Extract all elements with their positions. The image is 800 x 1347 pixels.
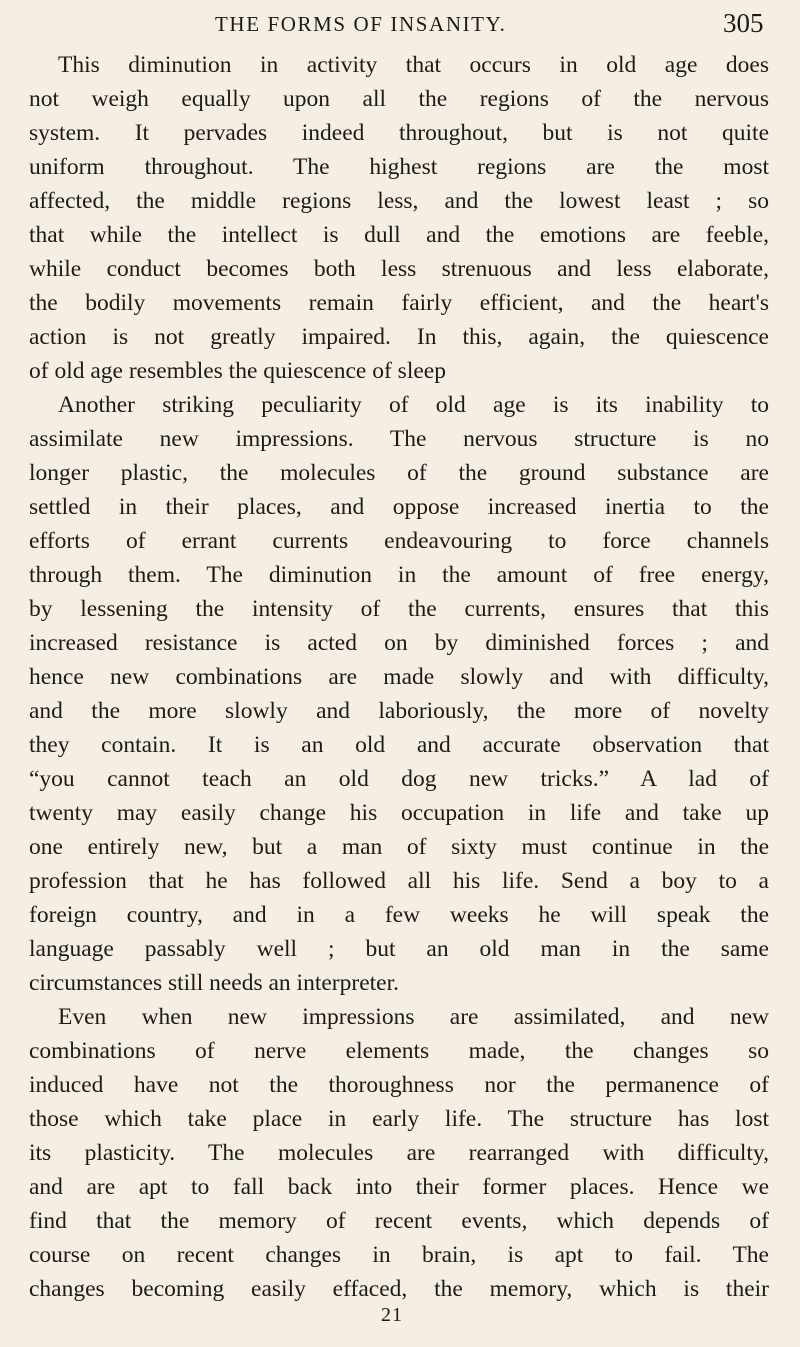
text-line: longer plastic, the molecules of the ground substance are [29,460,769,486]
text-line: that while the intellect is dull and the emotions are feeble, [29,222,769,248]
text-line: uniform throughout. The highest regions are the most [29,154,769,180]
page-number: 305 [723,8,764,38]
paragraph-3 [29,1000,769,1306]
text-line: induced have not the thoroughness nor the permanence of [29,1072,769,1098]
text-line: twenty may easily change his occupation in life and take up [29,800,769,826]
text-line: Even when new impressions are assimilated, and new [58,1004,769,1030]
text-line: settled in their places, and oppose increased inertia to the [29,494,769,520]
text-line: system. It pervades indeed throughout, but is not quite [29,120,769,146]
text-line: Another striking peculiarity of old age is its inability to [58,392,769,418]
paragraph-1 [29,48,769,388]
text-line: those which take place in early life. The structure has lost [29,1106,769,1132]
text-line: combinations of nerve elements made, the changes so [29,1038,769,1064]
body-text [29,48,769,1306]
text-line: and the more slowly and laboriously, the more of novelty [29,698,769,724]
text-line: hence new combinations are made slowly and with difficulty, [29,664,769,690]
page-header [0,8,800,40]
text-line: profession that he has followed all his life. Send a boy to a [29,868,769,894]
text-line: efforts of errant currents endeavouring to force channels [29,528,769,554]
text-line: find that the memory of recent events, which depends of [29,1208,769,1234]
text-line: one entirely new, but a man of sixty must continue in the [29,834,769,860]
text-line: they contain. It is an old and accurate observation that [29,732,769,758]
text-line: changes becoming easily effaced, the memory, which is their [29,1276,769,1302]
text-line: increased resistance is acted on by diminished forces ; and [29,630,769,656]
text-line: through them. The diminution in the amount of free energy, [29,562,769,588]
text-line: and are apt to fall back into their former places. Hence we [29,1174,769,1200]
text-line: circumstances still needs an interpreter. [29,970,399,996]
text-line: foreign country, and in a few weeks he will speak the [29,902,769,928]
text-line: while conduct becomes both less strenuous and less elaborate, [29,256,769,282]
running-title: THE FORMS OF INSANITY. [215,12,507,36]
signature-mark: 21 [381,1304,403,1326]
page-footer [0,1304,800,1327]
text-line: action is not greatly impaired. In this, again, the quiescence [29,324,769,350]
text-line: by lessening the intensity of the currents, ensures that this [29,596,769,622]
text-line: affected, the middle regions less, and the lowest least ; so [29,188,769,214]
text-line: course on recent changes in brain, is apt to fail. The [29,1242,769,1268]
paragraph-2 [29,388,769,1000]
text-line: assimilate new impressions. The nervous structure is no [29,426,769,452]
text-line: “you cannot teach an old dog new tricks.” A lad of [29,766,769,792]
text-line: This diminution in activity that occurs in old age does [58,52,769,78]
text-line: language passably well ; but an old man in the same [29,936,769,962]
text-line: the bodily movements remain fairly efficient, and the heart's [29,290,769,316]
text-line: its plasticity. The molecules are rearranged with difficulty, [29,1140,769,1166]
text-line: of old age resembles the quiescence of sleep [29,358,446,384]
text-line: not weigh equally upon all the regions of the nervous [29,86,769,112]
